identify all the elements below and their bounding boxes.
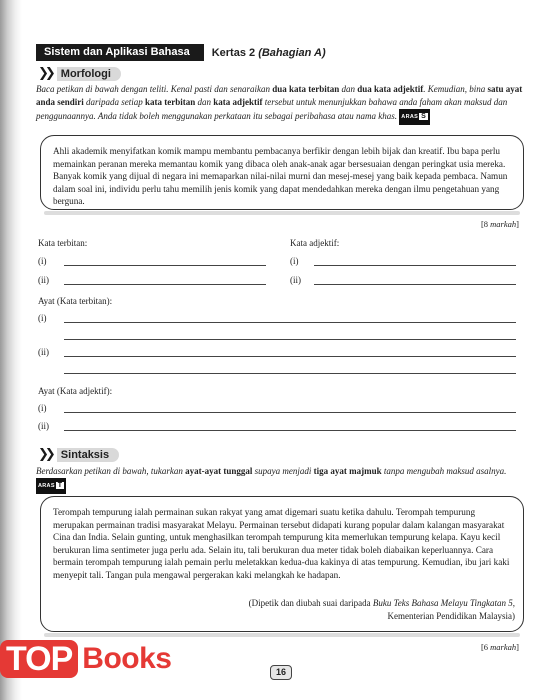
morfologi-tag bbox=[38, 67, 121, 81]
aras-badge bbox=[399, 109, 430, 125]
instr-bold: satu ayat anda sendiri bbox=[36, 84, 523, 107]
terbitan-answer-line-i[interactable] bbox=[64, 265, 266, 266]
ayat-adjektif-item-i: (i) bbox=[38, 403, 47, 413]
sintaksis-label: Sintaksis bbox=[57, 448, 119, 462]
passage-shadow-bar bbox=[44, 211, 520, 215]
logo-top-text: TOP bbox=[0, 640, 78, 678]
kata-terbitan-label: Kata terbitan: bbox=[38, 238, 88, 248]
marks-open: [6 bbox=[480, 642, 491, 652]
morfologi-passage-box bbox=[40, 135, 524, 210]
source-book-title: Buku Teks Bahasa Melayu Tingkatan 5 bbox=[372, 598, 513, 608]
ayat-terbitan-item-i: (i) bbox=[38, 313, 47, 323]
morfologi-instruction bbox=[36, 83, 528, 125]
sintaksis-marks bbox=[481, 642, 519, 652]
instr-text: daripada setiap bbox=[83, 97, 146, 107]
page-number: 16 bbox=[270, 665, 292, 680]
morfologi-marks bbox=[481, 219, 519, 229]
ayat-adjektif-line-1[interactable] bbox=[64, 412, 516, 413]
double-chevron-icon: ❯❯ bbox=[38, 447, 52, 462]
aras-badge bbox=[36, 478, 66, 494]
ayat-terbitan-line-3[interactable] bbox=[64, 356, 516, 357]
marks-open: [8 bbox=[480, 219, 491, 229]
workbook-page bbox=[24, 0, 529, 700]
double-chevron-icon: ❯❯ bbox=[38, 66, 52, 81]
sintaksis-passage: Terompah tempurung ialah permainan sukan rakyat yang amat digemari suatu ketika dahulu. Terompah tempurung merupakan permainan tradisi masyarakat Melayu. Permainan tersebut didapati kurang popular dalam kalangan masyarakat Cina dan India. Selain gunting, untuk menghasilkan terompah tempurung kita memerlukan tempurung kelapa. Kayu kecil berukuran lima sentimeter juga perlu ada. Selain itu, tali berukuran dua meter tidak boleh diabaikan keperluannya. Cara bermain terompah tempurung ialah pemain perlu meletakkan kedua-dua kakinya di atas tempurung. Kemudian, ibu jari kaki menyepit tali. Tangan pula mengawal pergerakan kaki melangkah ke hadapan. bbox=[53, 507, 510, 580]
marks-close: ] bbox=[516, 642, 519, 652]
instr-bold: ayat-ayat tunggal bbox=[185, 466, 253, 476]
instr-text: tersebut untuk menunjukkan bahawa anda faham akan maksud dan penggunaannya. Anda tidak boleh menggunakan perkataan itu sebagai peribahasa atau nama khas. bbox=[36, 97, 508, 122]
source-line-1 bbox=[249, 597, 515, 610]
kata-adjektif-label: Kata adjektif: bbox=[290, 238, 340, 248]
marks-word: markah bbox=[490, 642, 517, 652]
instr-text: dan bbox=[339, 84, 358, 94]
ayat-terbitan-line-1[interactable] bbox=[64, 322, 516, 323]
aras-text: ARAS bbox=[401, 114, 419, 120]
instr-bold: kata adjektif bbox=[213, 97, 263, 107]
morfologi-label: Morfologi bbox=[57, 67, 121, 81]
morfologi-passage: Ahli akademik menyifatkan komik mampu membantu pembacanya berfikir dengan lebih bijak dan kreatif. Ibu bapa perlu memainkan peranan mereka memantau komik yang dibaca oleh anak-anak agar bersesuaian dengan peringkat usia mereka. Banyak komik yang dijual di negara ini memaparkan nilai-nilai murni dan mesej-mesej yang baik kepada pembaca. Namun dalam soal ini, individu perlu tahu memilih jenis komik yang dapat mendedahkan mereka dengan ilmu pengetahuan yang berguna. bbox=[53, 146, 508, 207]
topbooks-logo bbox=[0, 640, 171, 678]
adjektif-item-ii-label: (ii) bbox=[290, 275, 301, 285]
logo-books-text: Books bbox=[82, 642, 172, 675]
ayat-terbitan-line-4[interactable] bbox=[64, 373, 516, 374]
ayat-terbitan-item-ii: (ii) bbox=[38, 347, 49, 357]
terbitan-answer-line-ii[interactable] bbox=[64, 284, 266, 285]
book-binding-shadow bbox=[0, 0, 22, 700]
marks-word: markah bbox=[490, 219, 517, 229]
ayat-terbitan-label: Ayat (Kata terbitan): bbox=[38, 296, 113, 306]
instr-bold: tiga ayat majmuk bbox=[313, 466, 382, 476]
aras-text: ARAS bbox=[38, 483, 55, 489]
sintaksis-instruction bbox=[36, 465, 528, 494]
page-header bbox=[36, 44, 326, 61]
source-comma: , bbox=[512, 598, 515, 608]
terbitan-item-i-label: (i) bbox=[38, 256, 47, 266]
adjektif-answer-line-i[interactable] bbox=[314, 265, 516, 266]
ayat-terbitan-line-2[interactable] bbox=[64, 339, 516, 340]
instr-text: . Kemudian, bina bbox=[423, 84, 488, 94]
instr-text: Baca petikan di bawah dengan teliti. Kenal pasti dan senaraikan bbox=[36, 84, 273, 94]
ayat-adjektif-item-ii: (ii) bbox=[38, 421, 49, 431]
instr-bold: dua kata terbitan bbox=[272, 84, 340, 94]
instr-text: Berdasarkan petikan di bawah, tukarkan bbox=[36, 466, 186, 476]
instr-text: supaya menjadi bbox=[252, 466, 314, 476]
instr-text: tanpa mengubah maksud asalnya. bbox=[381, 466, 507, 476]
adjektif-item-i-label: (i) bbox=[290, 256, 299, 266]
instr-bold: dua kata adjektif bbox=[357, 84, 424, 94]
source-line-2: Kementerian Pendidikan Malaysia) bbox=[387, 610, 515, 621]
ayat-adjektif-label: Ayat (Kata adjektif): bbox=[38, 386, 113, 396]
passage-source bbox=[249, 597, 515, 622]
instr-text: dan bbox=[195, 97, 214, 107]
header-title bbox=[212, 47, 326, 59]
sintaksis-tag bbox=[38, 448, 119, 462]
adjektif-answer-line-ii[interactable] bbox=[314, 284, 516, 285]
header-section: (Bahagian A) bbox=[258, 46, 326, 59]
header-badge: Sistem dan Aplikasi Bahasa bbox=[36, 44, 204, 61]
passage-shadow-bar bbox=[44, 633, 520, 637]
aras-level: T bbox=[57, 482, 63, 489]
source-prefix: (Dipetik dan diubah suai daripada bbox=[248, 598, 373, 608]
header-paper: Kertas 2 bbox=[211, 46, 256, 59]
ayat-adjektif-line-2[interactable] bbox=[64, 430, 516, 431]
terbitan-item-ii-label: (ii) bbox=[38, 275, 49, 285]
marks-close: ] bbox=[516, 219, 519, 229]
instr-bold: kata terbitan bbox=[145, 97, 196, 107]
aras-level: S bbox=[421, 113, 427, 120]
